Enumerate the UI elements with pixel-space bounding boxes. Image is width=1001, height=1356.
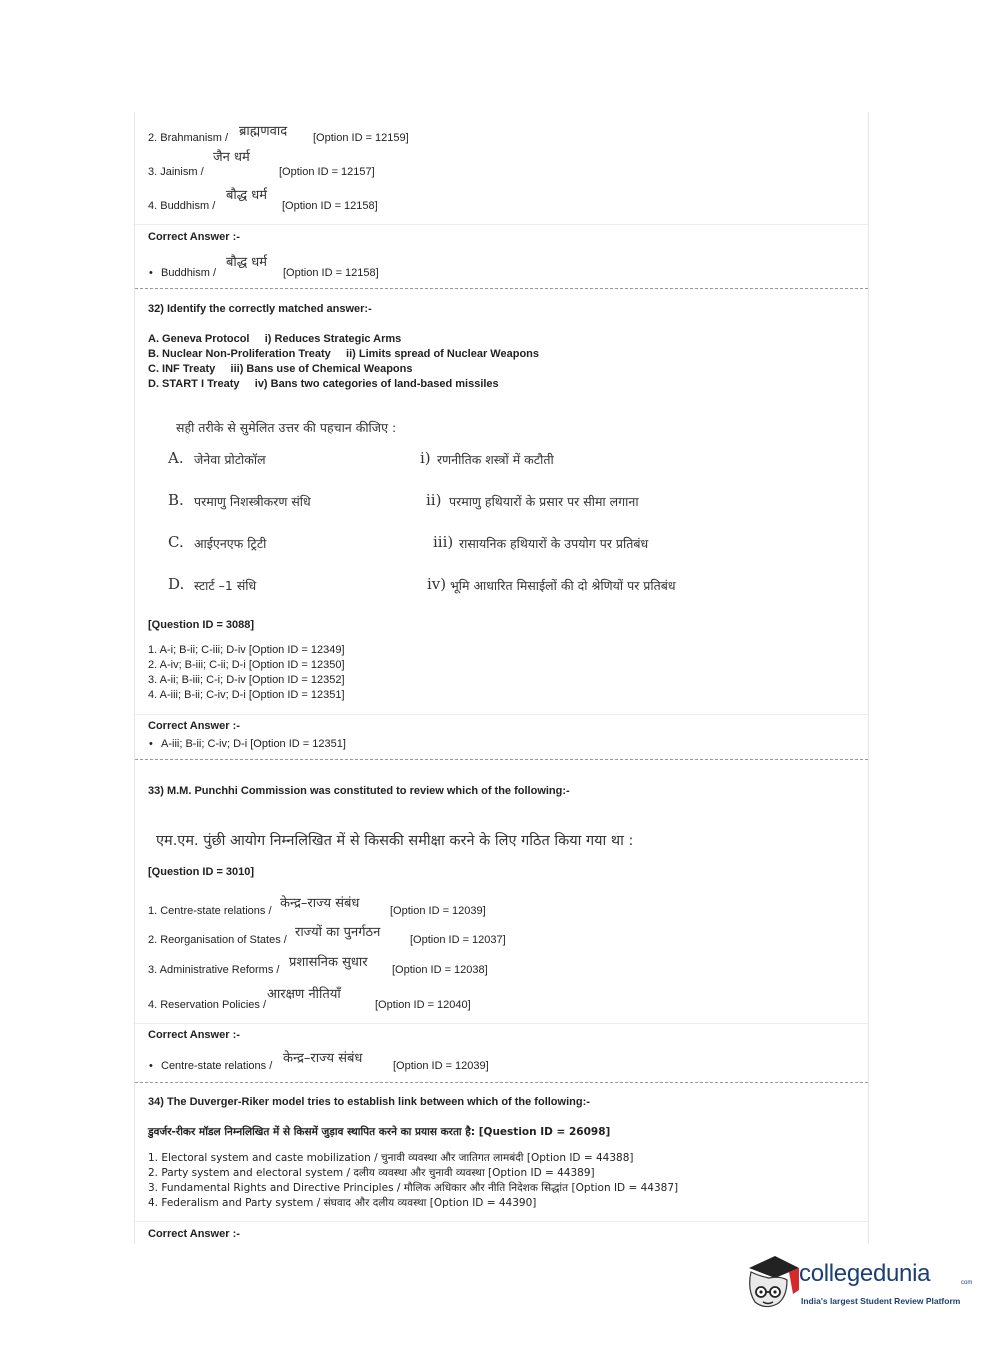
q31-answer-label: • Buddhism /: [161, 267, 216, 280]
q31-option-3-label: 3. Jainism /: [148, 166, 204, 178]
q32-line-b: B. Nuclear Non-Proliferation Treaty ii) Limits spread of Nuclear Weapons: [148, 348, 539, 360]
q33-answer-label: • Centre-state relations /: [161, 1060, 272, 1073]
q32-option-1: 1. A-i; B-ii; C-iii; D-iv [Option ID = 12349]: [148, 644, 345, 656]
brand-tm: com: [961, 1280, 973, 1286]
q34-option-3: 3. Fundamental Rights and Directive Principles / मौलिक अधिकार और नीति निदेशक सिद्धांत [Option ID = 44387]: [148, 1182, 679, 1194]
q31-answer-id: [Option ID = 12158]: [283, 267, 379, 279]
q33-option-4-id: [Option ID = 12040]: [375, 999, 471, 1011]
document-page: [134, 112, 869, 1244]
q32-option-3: 3. A-ii; B-iii; C-i; D-iv [Option ID = 12352]: [148, 674, 345, 686]
q32-title: 32) Identify the correctly matched answer:-: [148, 303, 372, 315]
q32-match-right-iii: रासायनिक हथियारों के उपयोग पर प्रतिबंध: [459, 536, 649, 551]
question-divider: [135, 759, 868, 760]
q32-correct-heading: Correct Answer :-: [148, 720, 240, 732]
separator: [135, 1221, 868, 1222]
q31-option-2-hindi: ब्राह्मणवाद: [239, 124, 288, 139]
q31-option-4-hindi: बौद्ध धर्म: [226, 188, 268, 203]
q33-option-1-label: 1. Centre-state relations /: [148, 905, 272, 917]
q32-match-left-b: परमाणु निशस्त्रीकरण संधि: [194, 494, 311, 509]
q33-option-3-id: [Option ID = 12038]: [392, 964, 488, 976]
q33-hindi-title: एम.एम. पुंछी आयोग निम्नलिखित में से किसकी समीक्षा करने के लिए गठित किया गया था :: [156, 833, 634, 849]
q33-option-2-id: [Option ID = 12037]: [410, 934, 506, 946]
q32-answer: • A-iii; B-ii; C-iv; D-i [Option ID = 12351]: [161, 738, 346, 751]
q31-option-2-id: [Option ID = 12159]: [313, 132, 409, 144]
q32-match-roman-ii: ii): [426, 491, 442, 509]
q33-question-id: [Question ID = 3010]: [148, 866, 255, 878]
q32-question-id: [Question ID = 3088]: [148, 619, 255, 631]
q32-line-c: C. INF Treaty iii) Bans use of Chemical Weapons: [148, 363, 413, 375]
q31-option-3-id: [Option ID = 12157]: [279, 166, 375, 178]
student-mascot-icon: [741, 1250, 799, 1314]
q32-match-left-d: स्टार्ट –1 संधि: [194, 578, 257, 593]
q31-correct-heading: Correct Answer :-: [148, 231, 240, 243]
q33-option-2-hindi: राज्यों का पुनर्गठन: [295, 925, 381, 940]
q32-line-d: D. START I Treaty iv) Bans two categories of land-based missiles: [148, 378, 499, 390]
q32-match-right-i: रणनीतिक शस्त्रों में कटौती: [437, 452, 554, 467]
q34-hindi-title: डुवर्जर-रीकर मॉडल निम्नलिखित में से किसमें जुड़ाव स्थापित करने का प्रयास करता है: [Question ID = 26098]: [148, 1126, 611, 1138]
q32-hindi-title: सही तरीके से सुमेलित उत्तर की पहचान कीजिए :: [176, 420, 397, 435]
q31-option-3-hindi: जैन धर्म: [213, 150, 250, 165]
q32-match-left-c: आईएनएफ ट्रिटी: [194, 536, 267, 551]
separator: [135, 714, 868, 715]
q34-correct-heading: Correct Answer :-: [148, 1228, 240, 1240]
q34-option-4: 4. Federalism and Party system / संघवाद और दलीय व्यवस्था [Option ID = 44390]: [148, 1197, 537, 1209]
question-divider: [135, 1082, 868, 1083]
q31-option-4-id: [Option ID = 12158]: [282, 200, 378, 212]
brand-tagline: India's largest Student Review Platform: [801, 1296, 961, 1306]
q34-option-1: 1. Electoral system and caste mobilization / चुनावी व्यवस्था और जातिगत लामबंदी [Option ID = 44388]: [148, 1152, 634, 1164]
q33-answer-id: [Option ID = 12039]: [393, 1060, 489, 1072]
q34-option-2: 2. Party system and electoral system / दलीय व्यवस्था और चुनावी व्यवस्था [Option ID = 44389]: [148, 1167, 595, 1179]
q32-line-a: A. Geneva Protocol i) Reduces Strategic Arms: [148, 333, 402, 345]
question-divider: [135, 288, 868, 289]
q32-match-right-iv: भूमि आधारित मिसाईलों की दो श्रेणियों पर प्रतिबंध: [450, 578, 676, 593]
collegedunia-logo: [741, 1250, 971, 1314]
q33-option-3-label: 3. Administrative Reforms /: [148, 964, 280, 976]
q33-option-4-hindi: आरक्षण नीतियाँ: [267, 987, 341, 1002]
separator: [135, 224, 868, 225]
q32-match-letter-b: B.: [168, 491, 184, 509]
q31-option-2-label: 2. Brahmanism /: [148, 132, 229, 144]
q34-title: 34) The Duverger-Riker model tries to establish link between which of the following:-: [148, 1096, 590, 1108]
q33-option-2-label: 2. Reorganisation of States /: [148, 934, 287, 946]
q33-answer-hindi: केन्द्र–राज्य संबंध: [283, 1051, 363, 1066]
q32-option-4: 4. A-iii; B-ii; C-iv; D-i [Option ID = 12351]: [148, 689, 345, 701]
brand-name: collegedunia: [799, 1260, 931, 1287]
q32-option-2: 2. A-iv; B-iii; C-ii; D-i [Option ID = 12350]: [148, 659, 345, 671]
q32-match-left-a: जेनेवा प्रोटोकॉल: [194, 452, 266, 467]
q32-match-letter-c: C.: [168, 533, 184, 551]
q33-option-3-hindi: प्रशासनिक सुधार: [289, 955, 368, 970]
q32-match-roman-i: i): [420, 449, 431, 467]
q32-match-roman-iii: iii): [433, 533, 454, 551]
q33-option-1-hindi: केन्द्र–राज्य संबंध: [280, 896, 360, 911]
q33-title: 33) M.M. Punchhi Commission was constituted to review which of the following:-: [148, 785, 570, 797]
q32-match-letter-a: A.: [168, 449, 184, 467]
q33-option-4-label: 4. Reservation Policies /: [148, 999, 266, 1011]
q32-match-roman-iv: iv): [427, 575, 447, 593]
q32-match-letter-d: D.: [168, 575, 185, 593]
separator: [135, 1023, 868, 1024]
q31-answer-hindi: बौद्ध धर्म: [226, 255, 268, 270]
q32-match-right-ii: परमाणु हथियारों के प्रसार पर सीमा लगाना: [449, 494, 639, 509]
q31-option-4-label: 4. Buddhism /: [148, 200, 216, 212]
q33-option-1-id: [Option ID = 12039]: [390, 905, 486, 917]
q33-correct-heading: Correct Answer :-: [148, 1029, 240, 1041]
